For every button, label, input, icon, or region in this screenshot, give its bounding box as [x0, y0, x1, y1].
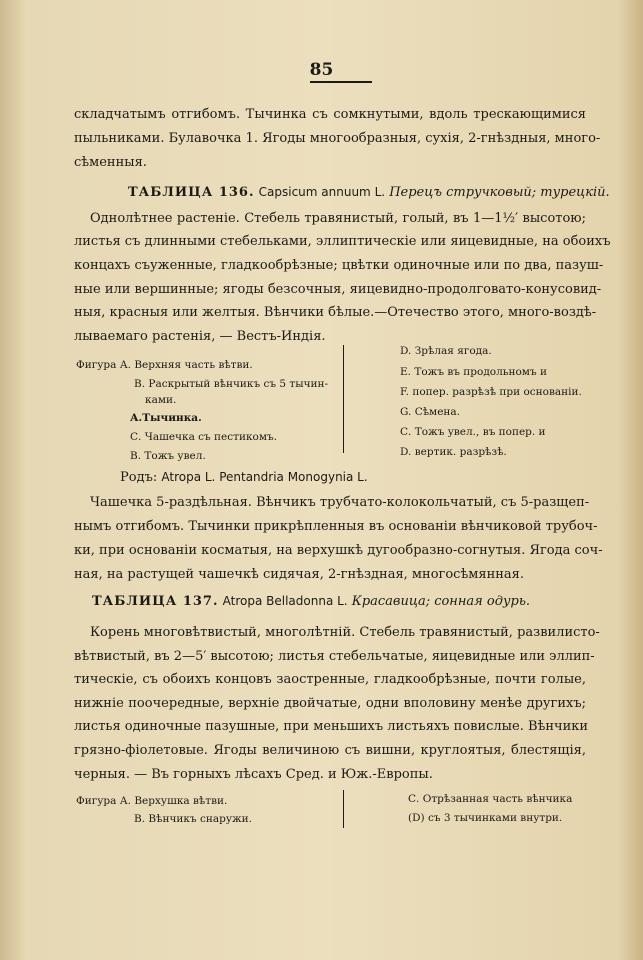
- genus-line: Чашечка 5-раздѣльная. Вѣнчикъ трубчато-колокольчатый, съ 5-разщеп-: [90, 495, 590, 510]
- page-number-rule: [310, 81, 372, 83]
- table-137-heading: [92, 594, 530, 609]
- table-136-label: ТАБЛИЦА 136.: [128, 185, 255, 200]
- desc-137-line: черныя. — Въ горныхъ лѣсахъ Сред. и Юж.-Европы.: [74, 767, 433, 782]
- table-136-heading: [128, 185, 610, 200]
- figure-136-left: В. Раскрытый вѣнчикъ съ 5 тычин-: [134, 378, 329, 390]
- genus-name: Atropa L. Pentandria Monogynia L.: [161, 470, 368, 484]
- desc-136-line: концахъ съуженные, гладкообрѣзные; цвѣтки одиночные или по два, пазуш-: [74, 258, 604, 273]
- figure-136-left: А.Тычинка.: [130, 412, 202, 424]
- column-divider: [343, 790, 344, 828]
- desc-136-line: ныя, красныя или желтыя. Вѣнчики бѣлые.—Отечество этого, много-воздѣ-: [74, 305, 597, 320]
- desc-137-line: листья одиночные пазушные, при меньшихъ листьяхъ повислые. Вѣнчики: [74, 719, 589, 734]
- figure-136-right: Е. Тожъ въ продольномъ и: [400, 366, 547, 378]
- table-137-russian: Красавица; сонная одурь.: [351, 594, 531, 609]
- intro-line: складчатымъ отгибомъ. Тычинка съ сомкнутыми, вдоль трескающимися: [74, 107, 586, 122]
- genus-label: Родъ:: [120, 470, 158, 485]
- desc-136-line: лываемаго растенія, — Вестъ-Индія.: [74, 329, 326, 344]
- desc-137-line: тическіе, съ обоихъ концовъ заостренные, гладкообрѣзные, почти голые,: [74, 672, 586, 687]
- table-137-label: ТАБЛИЦА 137.: [92, 594, 219, 609]
- figure-136-left: С. Чашечка съ пестикомъ.: [130, 431, 278, 443]
- figure-136-right: F. попер. разрѣзѣ при основаніи.: [400, 386, 582, 398]
- page-number: 85: [309, 60, 334, 80]
- intro-line: пыльниками. Булавочка 1. Ягоды многообразныя, сухія, 2-гнѣздныя, много-: [74, 131, 601, 146]
- figure-136-left: Фигура А. Верхняя часть вѣтви.: [76, 359, 253, 371]
- desc-136-line: Однолѣтнее растеніе. Стебель травянистый, голый, въ 1—1½′ высотою;: [90, 211, 586, 226]
- table-136-russian: Перецъ стручковый; турецкій.: [389, 185, 610, 200]
- genus-heading: [120, 470, 368, 485]
- desc-136-line: листья съ длинными стебельками, эллиптическіе или яицевидные, на обоихъ: [74, 234, 611, 249]
- desc-137-line: вѣтвистый, въ 2—5′ высотою; листья стебельчатые, яицевидные или эллип-: [74, 649, 595, 664]
- desc-136-line: ные или вершинные; ягоды безсочныя, яицевидно-продолговато-конусовид-: [74, 282, 602, 297]
- figure-137-right: С. Отрѣзанная часть вѣнчика: [408, 793, 573, 805]
- column-divider: [343, 345, 344, 453]
- figure-137-right: (D) съ 3 тычинками внутри.: [408, 812, 563, 824]
- genus-line: ная, на растущей чашечкѣ сидячая, 2-гнѣздная, многосѣмянная.: [74, 567, 525, 582]
- figure-136-right: С. Тожъ увел., въ попер. и: [400, 426, 546, 438]
- intro-line: сѣменныя.: [74, 155, 147, 170]
- figure-136-right: G. Сѣмена.: [400, 406, 461, 418]
- desc-137-line: нижніе поочередные, верхніе двойчатые, одни вполовину менѣе другихъ;: [74, 696, 586, 711]
- genus-line: ки, при основаніи косматыя, на верхушкѣ дугообразно-согнутыя. Ягода соч-: [74, 543, 603, 558]
- genus-line: нымъ отгибомъ. Тычинки прикрѣпленныя въ основаніи вѣнчиковой трубоч-: [74, 519, 598, 534]
- desc-137-line: Корень многовѣтвистый, многолѣтній. Стебель травянистый, развилисто-: [90, 625, 600, 640]
- figure-136-right: D. Зрѣлая ягода.: [400, 345, 492, 357]
- table-136-latin: Capsicum annuum L.: [258, 185, 386, 199]
- figure-137-left: Фигура А. Верхушка вѣтви.: [76, 795, 228, 807]
- figure-136-left: ками.: [145, 394, 177, 406]
- figure-136-left: В. Тожъ увел.: [130, 450, 206, 462]
- figure-137-left: В. Вѣнчикъ снаружи.: [134, 813, 252, 825]
- desc-137-line: грязно-фіолетовые. Ягоды величиною съ вишни, круглоятыя, блестящія,: [74, 743, 586, 758]
- table-137-latin: Atropa Belladonna L.: [222, 594, 348, 608]
- figure-136-right: D. вертик. разрѣзѣ.: [400, 446, 507, 458]
